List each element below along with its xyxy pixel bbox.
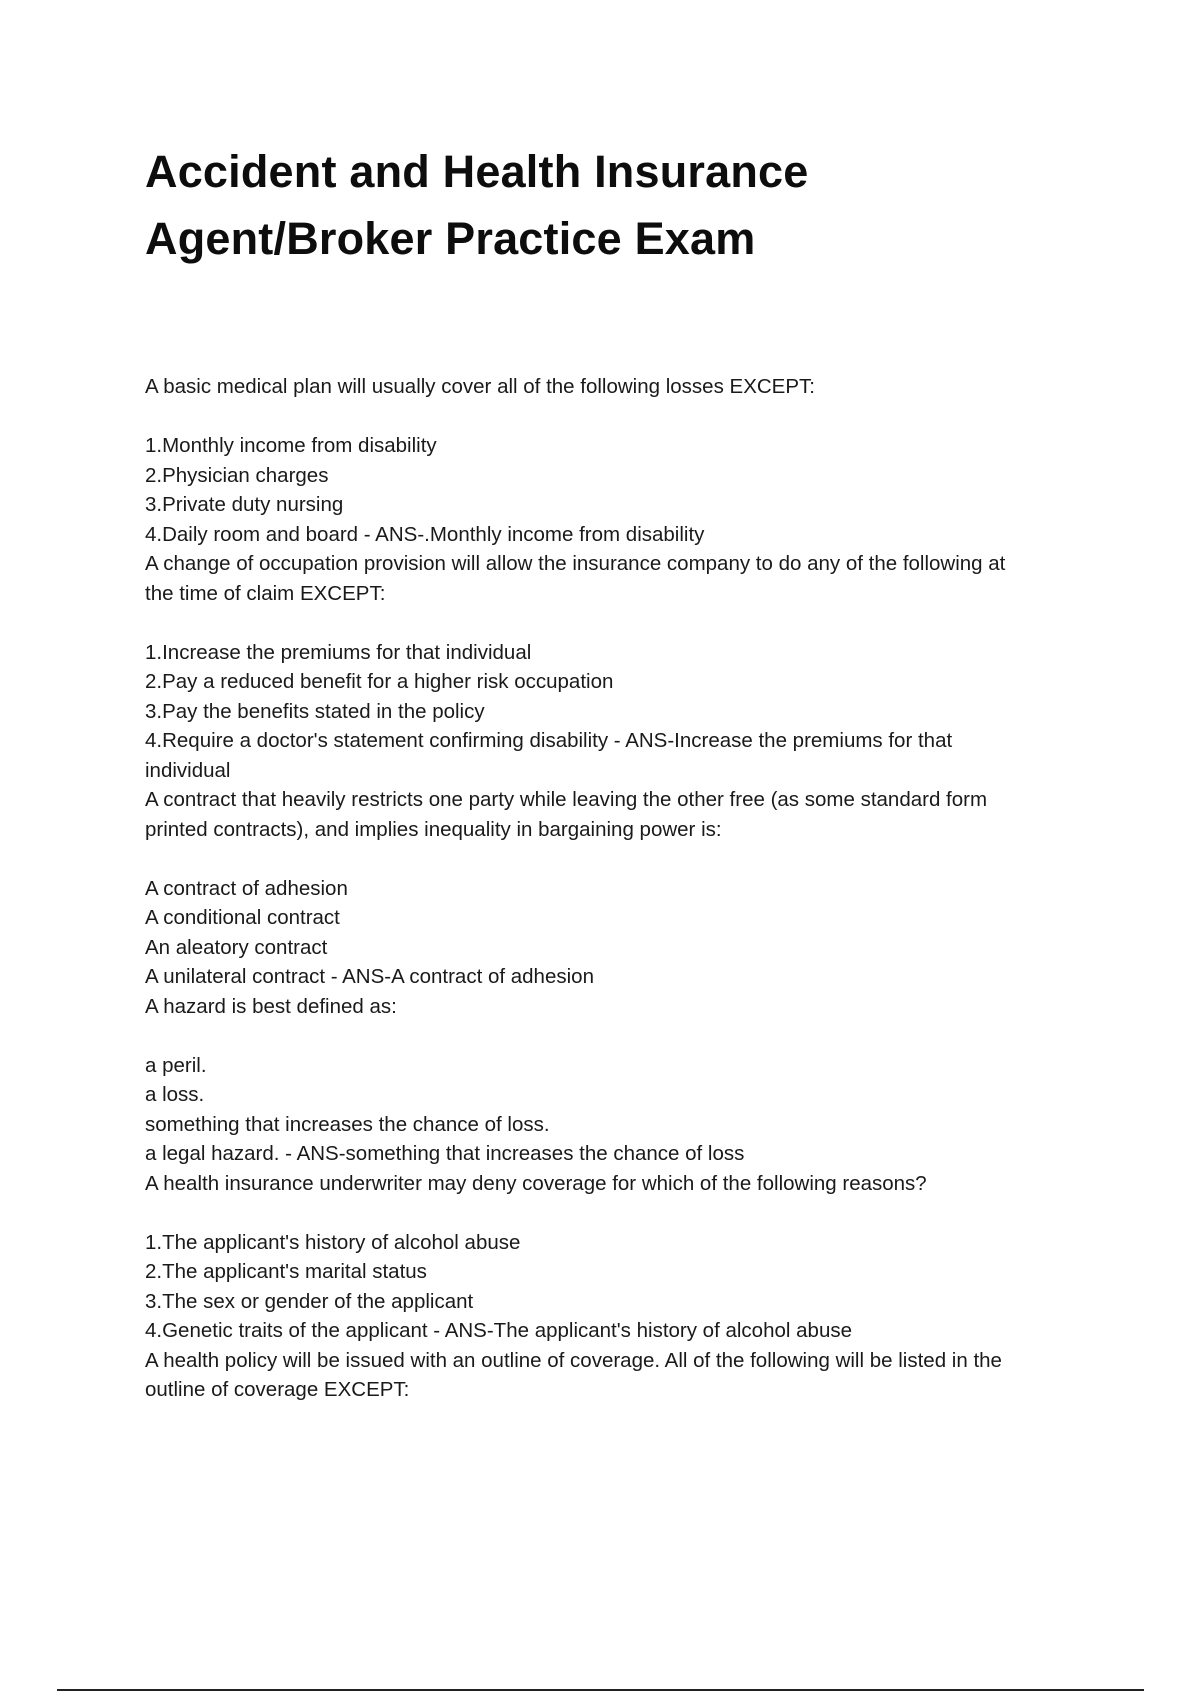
question-2-text-line-1: A change of occupation provision will allow the insurance company to do any of the following at xyxy=(145,552,1006,575)
spacer xyxy=(145,1198,1095,1228)
question-2-option-4: 4.Require a doctor's statement confirming disability - ANS-Increase the premiums for that xyxy=(145,729,953,752)
title-line-1: Accident and Health Insurance xyxy=(145,146,809,197)
question-5-option-3: 3.The sex or gender of the applicant xyxy=(145,1289,474,1313)
question-2-option-3: 3.Pay the benefits stated in the policy xyxy=(145,699,485,723)
question-3-option-4: A unilateral contract - ANS-A contract of adhesion xyxy=(145,965,594,988)
question-2-text-line-2: the time of claim EXCEPT: xyxy=(145,581,386,605)
question-3-text-line-2: printed contracts), and implies inequality in bargaining power is: xyxy=(145,817,722,841)
question-3-option-1: A contract of adhesion xyxy=(145,876,348,900)
question-1-option-3: 3.Private duty nursing xyxy=(145,493,344,516)
question-1-text: A basic medical plan will usually cover all of the following losses EXCEPT: xyxy=(145,375,815,398)
question-3-option-3: An aleatory contract xyxy=(145,935,328,959)
question-5-text: A health insurance underwriter may deny coverage for which of the following reasons? xyxy=(145,1171,927,1195)
question-6-text-line-1: A health policy will be issued with an outline of coverage. All of the following will be listed in the xyxy=(145,1348,1002,1372)
question-2-option-1: 1.Increase the premiums for that individual xyxy=(145,640,532,664)
question-3-text-line-1: A contract that heavily restricts one party while leaving the other free (as some standard form xyxy=(145,788,988,811)
spacer xyxy=(145,608,1095,638)
question-2-option-2: 2.Pay a reduced benefit for a higher risk occupation xyxy=(145,670,614,693)
title-line-2: Agent/Broker Practice Exam xyxy=(145,213,756,264)
question-4-option-2: a loss. xyxy=(145,1083,205,1106)
question-4-text: A hazard is best defined as: xyxy=(145,994,397,1018)
question-1-option-4: 4.Daily room and board - ANS-.Monthly income from disability xyxy=(145,522,705,546)
question-5-option-1: 1.The applicant's history of alcohol abuse xyxy=(145,1230,521,1254)
exam-questions xyxy=(145,372,1095,1405)
question-2-option-4-continued: individual xyxy=(145,758,231,782)
question-5-option-2: 2.The applicant's marital status xyxy=(145,1260,427,1283)
question-4-option-4: a legal hazard. - ANS-something that increases the chance of loss xyxy=(145,1142,745,1165)
question-6-text-line-2: outline of coverage EXCEPT: xyxy=(145,1378,410,1401)
page-title xyxy=(145,138,1045,272)
question-4-option-1: a peril. xyxy=(145,1053,207,1077)
spacer xyxy=(145,402,1095,432)
spacer xyxy=(145,844,1095,874)
question-4-option-3: something that increases the chance of loss. xyxy=(145,1112,550,1136)
spacer xyxy=(145,1021,1095,1051)
page-bottom-rule xyxy=(57,1689,1144,1691)
question-1-option-1: 1.Monthly income from disability xyxy=(145,434,437,457)
question-1-option-2: 2.Physician charges xyxy=(145,463,329,487)
question-3-option-2: A conditional contract xyxy=(145,906,340,929)
question-5-option-4: 4.Genetic traits of the applicant - ANS-The applicant's history of alcohol abuse xyxy=(145,1319,852,1342)
